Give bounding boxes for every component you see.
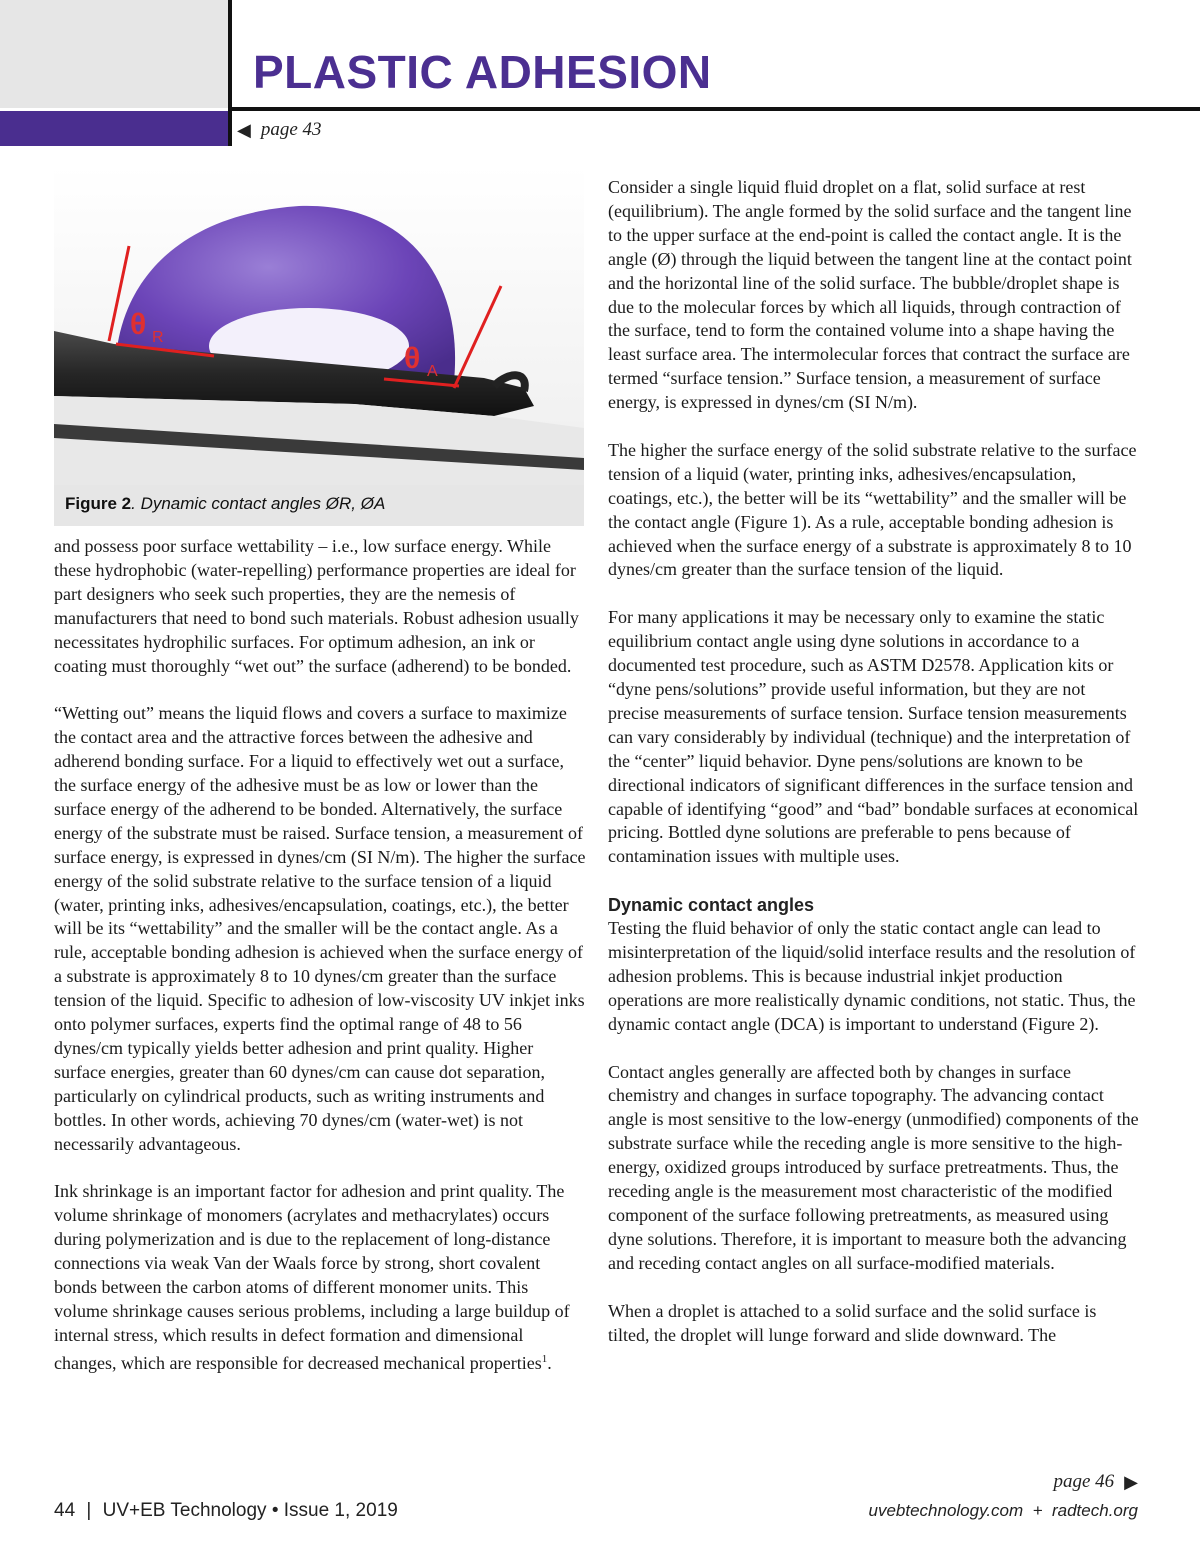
footer-publication xyxy=(54,1500,398,1522)
left-triangle-icon: ◀ xyxy=(237,119,251,140)
paragraph: When a droplet is attached to a solid surface and the solid surface is tilted, the droplet will lunge forward and slide downward. The xyxy=(608,1300,1097,1345)
paragraph: The higher the surface energy of the solid substrate relative to the surface tension of a liquid (water, printing inks, adhesives/encapsulation, coatings, etc.), the better will be its “wettability” and the smaller will be the contact angle (Figure 1). As a rule, acceptable bonding adhesion is achieved when the surface energy of a substrate is approximately 8 to 10 dynes/cm greater than the surface tension of the liquid. xyxy=(608,439,1137,580)
figure-label: Figure 2 xyxy=(65,494,132,513)
paragraph: For many applications it may be necessary only to examine the static equilibrium contact angle using dyne solutions in accordance to a documented test procedure, such as ASTM D2578. Application kits or “dyne pens/solutions” provide useful information, but they are not precise measurements of surface tension. Surface tension measurements can vary considerably by individual (technique) and the interpretation of the “center” liquid behavior. Dyne pens/solutions are known to be directional indicators of significant differences in the surface tension and capable of identifying “good” and “bad” bondable surfaces at economical pricing. Bottled dyne solutions are preferable to pens because of contamination issues with multiple uses. xyxy=(608,607,1139,867)
figure-caption xyxy=(54,485,584,526)
paragraph-text: Ink shrinkage is an important factor for adhesion and print quality. The volume shrinkage of monomers (acrylates and methacrylates) occurs during polymerization and is due to the replacement of long-distance connections via weak Van der Waals force by strong, short covalent bonds between the carbon atoms of different monomer units. This volume shrinkage causes serious problems, including a large buildup of internal stress, which results in defect formation and dimensional changes, which are responsible for decreased mechanical properties xyxy=(54,1181,570,1373)
theta-r-symbol: θ xyxy=(130,308,147,341)
paragraph: and possess poor surface wettability – i.e., low surface energy. While these hydrophobic (water-repelling) performance properties are ideal for part designers who seek such properties, they are the nemesis of manufacturers that need to bond such materials. Robust adhesion usually necessitates hydrophilic surfaces. For optimum adhesion, an ink or coating must thoroughly “wet out” the surface (adherend) to be bonded. xyxy=(54,536,579,676)
header-gray-block xyxy=(0,0,228,108)
right-triangle-icon: ▶ xyxy=(1124,1471,1138,1492)
theta-r-subscript: R xyxy=(152,329,164,346)
previous-page-link[interactable] xyxy=(237,119,322,141)
footer-separator: | xyxy=(86,1500,92,1521)
theta-a-subscript: A xyxy=(427,363,438,380)
section-heading: Dynamic contact angles xyxy=(608,895,815,916)
next-page-label: page 46 xyxy=(1053,1471,1115,1492)
paragraph: Contact angles generally are affected both by changes in surface chemistry and changes in surface topography. The advancing contact angle is most sensitive to the low-energy (unmodified) components of the substrate surface while the receding angle is more sensitive to the high-energy, oxidized groups introduced by surface pretreatments. Thus, the receding angle is the measurement most characteristic of the modified component of the surface following pretreatments, as measured using dyne solutions. Therefore, it is important to measure both the advancing and receding contact angles on all surface-modified materials. xyxy=(608,1061,1139,1273)
header-purple-bar xyxy=(0,111,228,146)
publication-name: UV+EB Technology • Issue 1, 2019 xyxy=(102,1500,398,1521)
right-column xyxy=(608,176,1140,1347)
figure-2 xyxy=(54,166,584,526)
footer-websites[interactable]: uvebtechnology.com + radtech.org xyxy=(868,1501,1138,1520)
figure-caption-text: . Dynamic contact angles ØR, ØA xyxy=(131,494,386,513)
header-horizontal-rule xyxy=(228,107,1200,111)
paragraph: Consider a single liquid fluid droplet on a flat, solid surface at rest (equilibrium). The angle formed by the solid surface and the tangent line to the upper surface at the end-point is called the contact angle. It is the angle (Ø) through the liquid between the tangent line at the contact point and the horizontal line of the solid surface. The bubble/droplet shape is due to the molecular forces by which all liquids, through contraction of the surface, tend to form the contained volume into a shape having the least surface area. The intermolecular forces that contract the surface are termed “surface tension.” Surface tension, a measurement of surface energy, is expressed in dynes/cm (SI N/m). xyxy=(608,177,1132,413)
theta-a-symbol: θ xyxy=(404,342,421,375)
contact-angle-photo xyxy=(54,166,584,485)
header-vertical-rule xyxy=(228,0,232,146)
next-page-link[interactable] xyxy=(1053,1471,1138,1493)
previous-page-label: page 43 xyxy=(260,119,322,140)
paragraph: Ink shrinkage is an important factor for adhesion and print quality. The volume shrinkage of monomers (acrylates and methacrylates) occurs during polymerization and is due to the replacement of long-distance connections via weak Van der Waals force by strong, short covalent bonds between the carbon atoms of different monomer units. This volume shrinkage causes serious problems, including a large buildup of internal stress, which results in defect formation and dimensional changes, which are responsible for decreased mechanical properties$^1$. xyxy=(54,1181,570,1373)
paragraph: Testing the fluid behavior of only the static contact angle can lead to misinterpretation of the liquid/solid interface results and the resolution of adhesion problems. This is because industrial inkjet production operations are more realistically dynamic conditions, not static. Thus, the dynamic contact angle (DCA) is important to understand (Figure 2). xyxy=(608,918,1136,1034)
footnote-ref[interactable]: 1 xyxy=(541,1352,548,1365)
page-number: 44 xyxy=(54,1500,76,1521)
left-column xyxy=(54,535,586,1400)
paragraph: “Wetting out” means the liquid flows and covers a surface to maximize the contact area and the attractive forces between the adhesive and adherend bonding surface. For a liquid to effectively wet out a surface, the surface energy of the adhesive must be as low or lower than the surface energy of the adherend to be bonded. Alternatively, the surface energy of the substrate must be raised. Surface tension, a measurement of surface energy, is expressed in dynes/cm (SI N/m). The higher the surface energy of the solid substrate relative to the surface tension of a liquid (water, printing inks, adhesives/encapsulation, coatings, etc.), the better will be its “wettability” and the smaller will be the contact angle. As a rule, acceptable bonding adhesion is achieved when the surface energy of a substrate is approximately 8 to 10 dynes/cm greater than the surface tension of the liquid. Specific to adhesion of low-viscosity UV inkjet inks onto polymer surfaces, experts find the optimal range of 48 to 56 dynes/cm typically yields better adhesion and print quality. Higher surface energies, greater than 60 dynes/cm can cause dot separation, particularly on cylindrical products, such as writing instruments and bottles. In other words, achieving 70 dynes/cm (water-wet) is not necessarily advantageous. xyxy=(54,703,586,1154)
page-title: PLASTIC ADHESION xyxy=(253,46,712,98)
